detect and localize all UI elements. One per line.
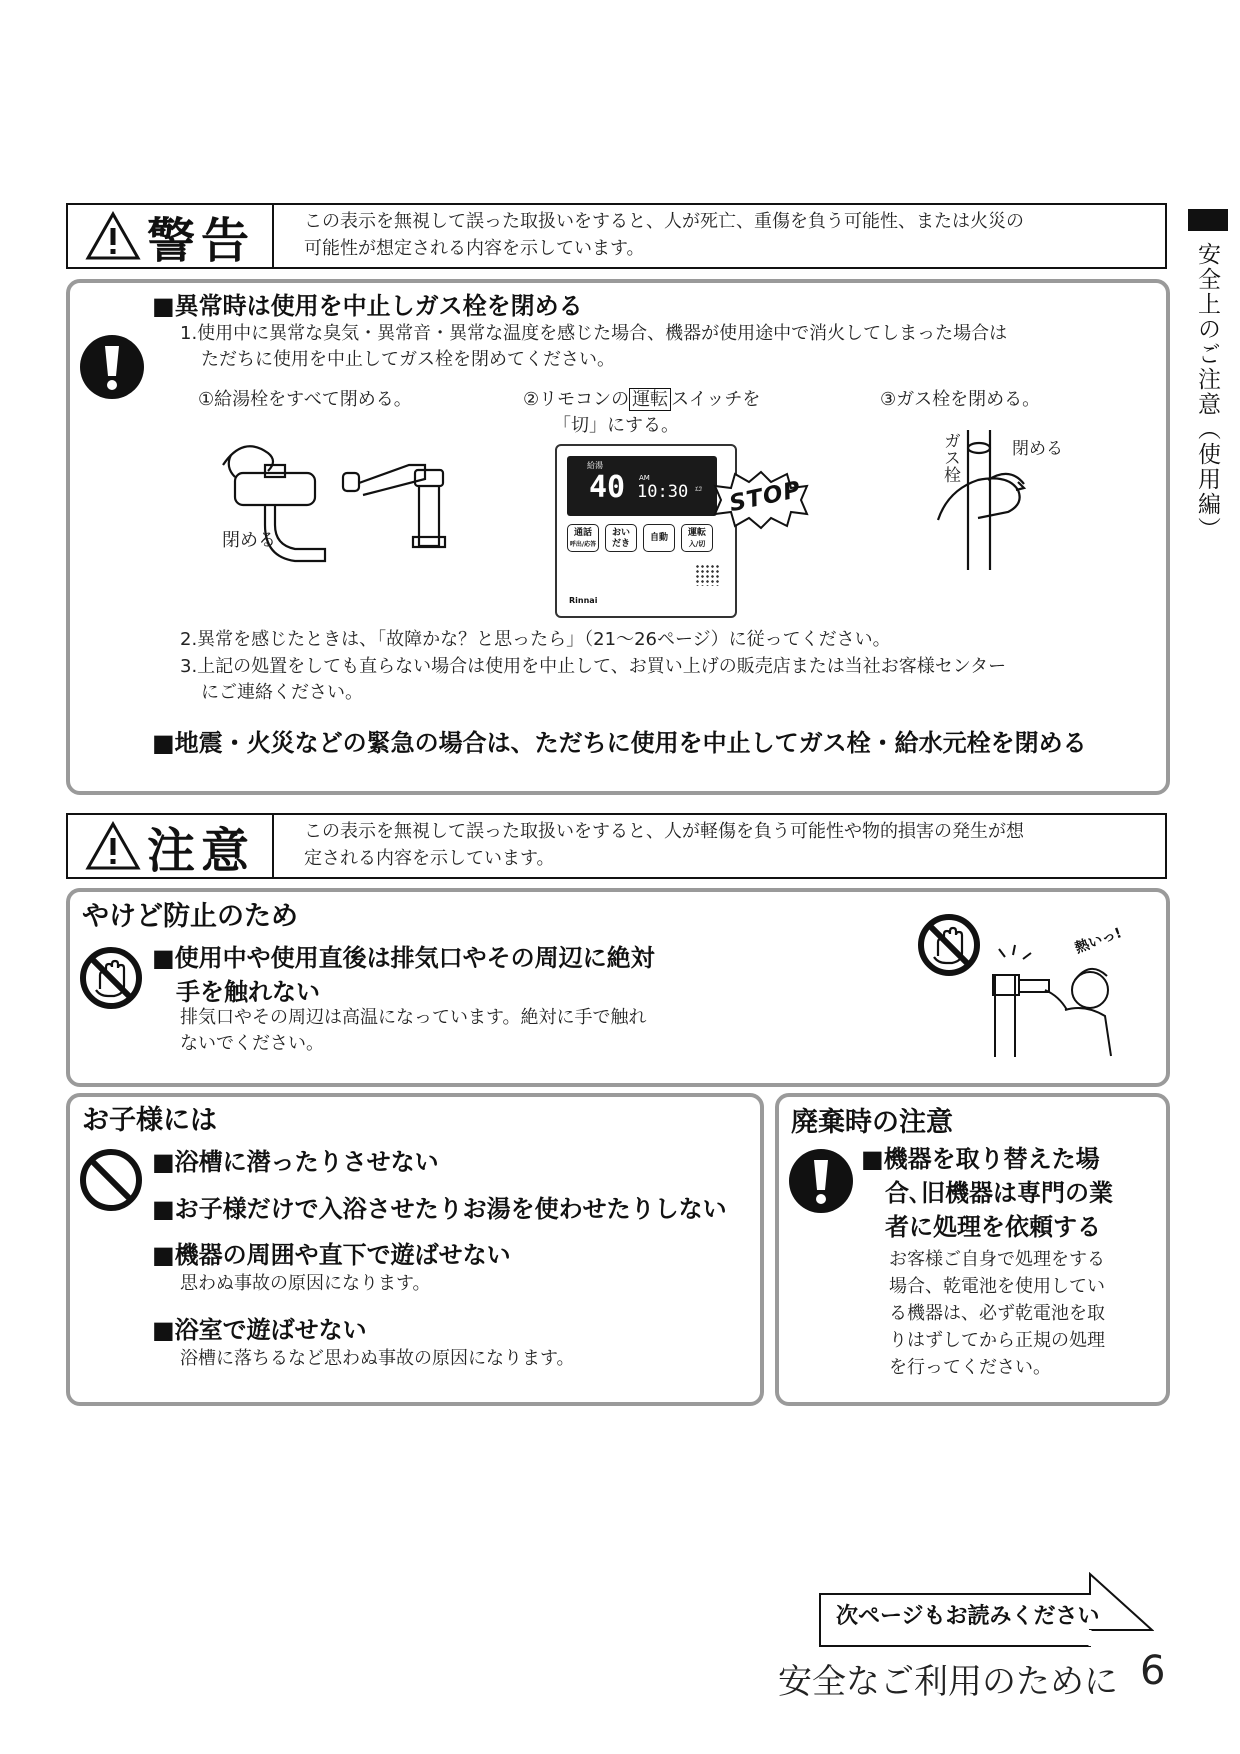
children-heading-2: ■お子様だけで入浴させたりお湯を使わせたりしない bbox=[152, 1195, 727, 1223]
warning-heading: ■異常時は使用を中止しガス栓を閉める bbox=[152, 292, 583, 320]
remote-button-auto[interactable]: 自動 bbox=[643, 524, 675, 552]
children-body-3: 思わぬ事故の原因になります。 bbox=[180, 1273, 431, 1294]
warning-header bbox=[66, 203, 1167, 269]
remote-temperature: 40 bbox=[589, 470, 626, 505]
remote-controller-illustration bbox=[555, 444, 737, 618]
disposal-body: お客様ご自身で処理をする 場合、乾電池を使用してい る機器は、必ず乾電池を取 りはずしてから正規の処理 を行ってください。 bbox=[889, 1249, 1105, 1378]
burn-prevention-title: やけど防止のため bbox=[82, 901, 298, 932]
sidebar-section-label: 安全上のご注意（使用編） bbox=[1194, 242, 1220, 542]
stop-label: STOP bbox=[727, 476, 804, 518]
warning-item-1: 1.使用中に異常な臭気・異常音・異常な温度を感じた場合、機器が使用途中で消火してしまった場合は ただちに使用を中止してガス栓を閉めてください。 bbox=[180, 323, 1008, 370]
warning-item-3: 3.上記の処置をしても直らない場合は使用を中止して、お買い上げの販売店または当社お客様センター にご連絡ください。 bbox=[180, 656, 1007, 703]
caution-triangle-icon bbox=[85, 821, 141, 871]
burn-body: 排気口やその周辺は高温になっています。絶対に手で触れ ないでください。 bbox=[180, 1007, 647, 1054]
faucet-close-label: 閉める bbox=[222, 530, 276, 551]
remote-clock: 10:30 bbox=[637, 482, 689, 502]
caution-description: この表示を無視して誤った取扱いをすると、人が軽傷を負う可能性や物的損害の発生が想 定される内容を示しています。 bbox=[304, 821, 1024, 869]
remote-brand: Rinnai bbox=[569, 596, 598, 605]
remote-speaker-grille bbox=[695, 564, 719, 586]
sidebar-marker bbox=[1188, 209, 1228, 231]
warning-header-label bbox=[68, 205, 274, 267]
mandatory-exclamation-icon bbox=[78, 333, 146, 401]
step-3-label: ③ガス栓を閉める。 bbox=[880, 389, 1041, 410]
footer-section-title: 安全なご利用のために bbox=[778, 1662, 1118, 1702]
caution-header bbox=[66, 813, 1167, 879]
children-heading-1: ■浴槽に潜ったりさせない bbox=[152, 1148, 439, 1176]
run-switch-label: 運転 bbox=[629, 388, 671, 411]
children-body-4: 浴槽に落ちるなど思わぬ事故の原因になります。 bbox=[180, 1348, 575, 1369]
burn-exclaim: 熱いっ! bbox=[1073, 925, 1125, 957]
warning-item-2: 2.異常を感じたときは、「故障かな？と思ったら」（21～26ページ）に従ってください。 bbox=[180, 629, 891, 650]
burn-heading: ■使用中や使用直後は排気口やその周辺に絶対 手を触れない bbox=[152, 944, 655, 1006]
next-page-link[interactable]: 次ページもお読みください bbox=[836, 1604, 1100, 1629]
remote-display: 給湯 40 AM 10:30 ｴｺ bbox=[567, 456, 717, 516]
page-number: 6 bbox=[1140, 1648, 1166, 1694]
children-heading-3: ■機器の周囲や直下で遊ばせない bbox=[152, 1241, 511, 1269]
children-title: お子様には bbox=[82, 1105, 217, 1136]
disposal-heading: ■機器を取り替えた場 合､旧機器は専門の業 者に処理を依頼する bbox=[861, 1145, 1113, 1241]
gas-valve-label-vertical: ガス栓 bbox=[940, 432, 960, 483]
remote-button-power[interactable]: 運転 入/切 bbox=[681, 524, 713, 552]
step-1-label: ①給湯栓をすべて閉める。 bbox=[198, 389, 412, 410]
mandatory-exclamation-icon-2 bbox=[787, 1147, 855, 1215]
children-heading-4: ■浴室で遊ばせない bbox=[152, 1316, 367, 1344]
burned-hand-illustration bbox=[985, 935, 1125, 1060]
step-2-label: ②リモコンの 運転 スイッチを 「切」にする。 bbox=[523, 389, 761, 436]
warning-triangle-icon bbox=[85, 211, 141, 261]
disposal-title: 廃棄時の注意 bbox=[791, 1107, 953, 1138]
warning-title: 警告 bbox=[146, 212, 255, 269]
gas-valve-close-label: 閉める bbox=[1012, 439, 1063, 459]
remote-button-reheat[interactable]: おいだき bbox=[605, 524, 637, 552]
remote-button-talk[interactable]: 通話 呼出/応答 bbox=[567, 524, 599, 552]
caution-title: 注意 bbox=[146, 822, 255, 879]
caution-header-label bbox=[68, 815, 274, 877]
no-touch-icon bbox=[78, 945, 144, 1011]
warning-description: この表示を無視して誤った取扱いをすると、人が死亡、重傷を負う可能性、または火災の 可能性が想定される内容を示しています。 bbox=[304, 211, 1024, 259]
prohibition-icon bbox=[78, 1147, 144, 1213]
emergency-heading: ■地震・火災などの緊急の場合は、ただちに使用を中止してガス栓・給水元栓を閉める bbox=[152, 729, 1087, 757]
no-touch-icon-large bbox=[916, 912, 982, 978]
